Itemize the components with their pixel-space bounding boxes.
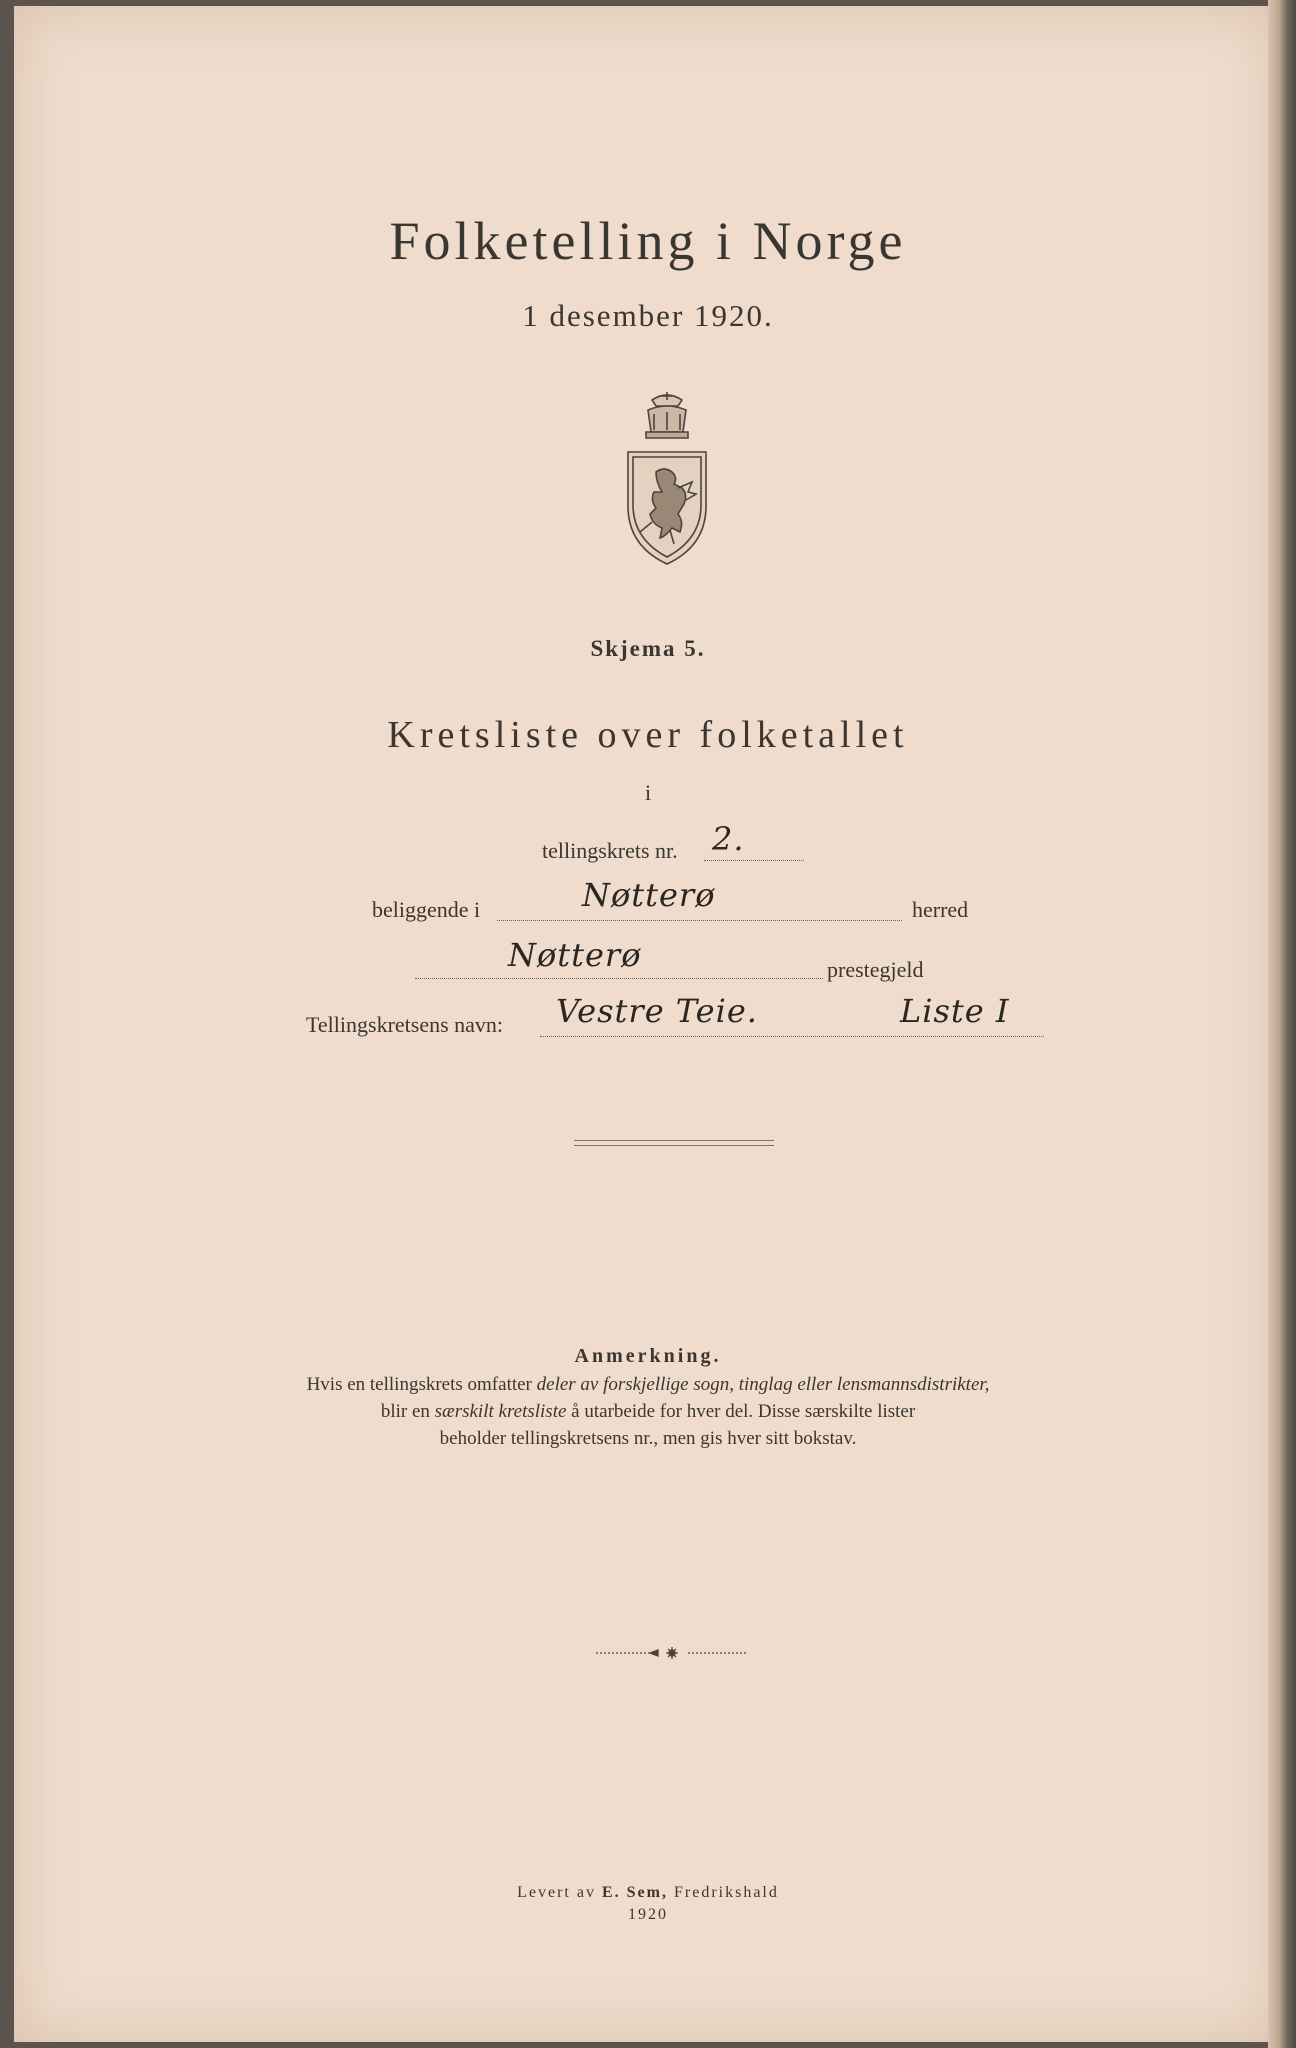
census-date: 1 desember 1920. xyxy=(522,298,774,333)
note-line-3: beholder tellingskretsens nr., men gis hver sitt bokstav. xyxy=(439,1428,857,1449)
prestegjeld-line xyxy=(415,978,823,979)
divider-rule xyxy=(574,1145,774,1146)
note-italic: særskilt kretsliste xyxy=(434,1401,567,1422)
note-line-2 xyxy=(0,1401,1296,1423)
printer-year: 1920 xyxy=(628,1906,668,1923)
printer-name: E. Sem, xyxy=(601,1884,668,1901)
note-italic: deler av forskjellige sogn, tinglag eller lensmannsdistrikter, xyxy=(536,1374,990,1395)
navn-value: Vestre Teie. xyxy=(556,992,758,1030)
form-subtitle: Kretsliste over folketallet xyxy=(387,714,909,756)
document-title: Folketelling i Norge xyxy=(389,211,907,271)
krets-line xyxy=(704,860,804,861)
navn-label: Tellingskretsens navn: xyxy=(306,1012,504,1037)
norwegian-coat-of-arms-icon xyxy=(622,392,712,568)
herred-label: herred xyxy=(912,897,969,922)
note-line-1 xyxy=(0,1374,1296,1396)
note-heading: Anmerkning. xyxy=(574,1345,722,1367)
beliggende-value: Nøtterø xyxy=(582,876,716,914)
printer-prefix: Levert av xyxy=(517,1884,602,1901)
printer-place: Fredrikshald xyxy=(667,1884,779,1901)
note-text: å utarbeide for hver del. Disse særskilte lister xyxy=(566,1401,916,1422)
schema-number: Skjema 5. xyxy=(590,636,706,661)
prestegjeld-label: prestegjeld xyxy=(827,957,924,982)
divider-rule xyxy=(574,1140,774,1141)
navn-line xyxy=(540,1036,1044,1037)
beliggende-line xyxy=(497,920,902,921)
printer-line xyxy=(0,1884,1296,1902)
note-text: Hvis en tellingskrets omfatter xyxy=(306,1374,537,1395)
liste-value: Liste I xyxy=(900,992,1010,1030)
connector-text: i xyxy=(644,780,652,805)
ornament-divider-icon xyxy=(594,1646,750,1660)
prestegjeld-value: Nøtterø xyxy=(508,936,642,974)
krets-value: 2. xyxy=(712,820,745,858)
beliggende-label: beliggende i xyxy=(372,897,481,922)
note-text: blir en xyxy=(380,1401,435,1422)
krets-label: tellingskrets nr. xyxy=(542,838,678,863)
